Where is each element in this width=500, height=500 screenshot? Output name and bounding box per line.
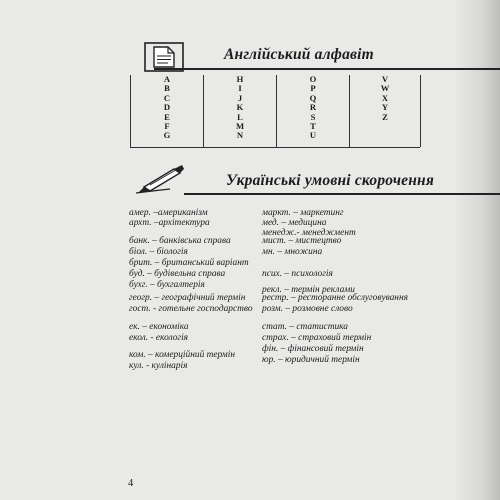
- abbreviation-entry: мист. – мистецтво: [262, 236, 342, 246]
- alphabet-letter: V: [381, 74, 389, 84]
- abbreviation-entry: маркт. – маркетинг: [262, 208, 344, 218]
- table-border-right: [420, 75, 421, 147]
- fountain-pen-icon: [130, 163, 188, 197]
- alphabet-letter: M: [235, 121, 245, 132]
- abbreviation-entry: геогр. – географічний термін: [129, 293, 246, 303]
- abbreviation-entry: гост. - готельне господарство: [129, 304, 253, 314]
- abbreviation-entry: банк. – банківська справа: [129, 236, 231, 246]
- abbreviation-entry: амер. –американізм: [129, 208, 208, 218]
- alphabet-letter: J: [237, 92, 243, 103]
- abbreviation-entry: рекл. – термін реклами: [262, 285, 355, 295]
- alphabet-letter: P: [310, 83, 316, 94]
- abbreviation-entry: брит. – британський варіант: [129, 258, 249, 268]
- alphabet-letter: H: [236, 74, 244, 84]
- alphabet-letter: W: [380, 83, 390, 94]
- table-divider: [203, 75, 204, 147]
- abbreviation-entry: рестр. – ресторанне обслуговування: [262, 293, 408, 303]
- abbreviation-entry: мн. – множина: [262, 247, 323, 257]
- abbreviation-entry: фін. – фінансовий термін: [262, 344, 364, 354]
- alphabet-letter: K: [236, 102, 244, 113]
- abbreviations-title: Українські умовні скорочення: [226, 172, 435, 189]
- abbreviation-entry: ек. – економіка: [129, 322, 189, 332]
- alphabet-letter: G: [163, 130, 171, 141]
- alphabet-letter: Y: [381, 102, 389, 113]
- abbreviation-entry: біол. – біологія: [129, 247, 188, 257]
- english-alphabet-header: [124, 42, 500, 72]
- alphabet-column: [233, 75, 247, 141]
- alphabet-letter: C: [163, 92, 171, 103]
- english-alphabet-title: Англійський алфавіт: [224, 46, 374, 63]
- header-underline: [184, 193, 500, 195]
- alphabet-letter: Q: [309, 92, 317, 103]
- abbreviation-entry: псих. – психологія: [262, 269, 333, 279]
- alphabet-table: [130, 75, 500, 145]
- alphabet-letter: E: [164, 111, 170, 122]
- alphabet-letter: N: [236, 130, 244, 141]
- alphabet-letter: A: [163, 74, 171, 84]
- alphabet-letter: I: [238, 83, 242, 94]
- abbreviations-header: [124, 167, 500, 197]
- alphabet-letter: S: [310, 111, 316, 122]
- header-underline: [154, 68, 500, 70]
- abbreviation-entry: ком. – комерційний термін: [129, 350, 235, 360]
- alphabet-letter: O: [309, 74, 317, 84]
- alphabet-letter: D: [163, 102, 171, 113]
- alphabet-column: [306, 75, 320, 141]
- alphabet-column: [378, 75, 392, 122]
- alphabet-letter: B: [164, 83, 170, 94]
- table-divider: [349, 75, 350, 147]
- abbreviation-entry: мед. – медицина: [262, 218, 327, 228]
- abbreviation-entry: стат. – статистика: [262, 322, 348, 332]
- alphabet-letter: T: [310, 121, 316, 132]
- alphabet-column: [160, 75, 174, 141]
- alphabet-letter: X: [381, 92, 389, 103]
- abbreviation-entry: страх. – страховий термін: [262, 333, 372, 343]
- abbreviation-entry: юр. – юридичний термін: [262, 355, 360, 365]
- abbreviation-entry: екол. - екологія: [129, 333, 189, 343]
- table-divider: [276, 75, 277, 147]
- alphabet-letter: L: [237, 111, 243, 122]
- abbreviation-entry: буд. – будівельна справа: [129, 269, 226, 279]
- abbreviation-entry: менедж.- менеджмент: [262, 228, 356, 238]
- alphabet-letter: U: [309, 130, 317, 141]
- abbreviation-entry: бухг. – бухгалтерія: [129, 280, 205, 290]
- alphabet-letter: F: [164, 121, 170, 132]
- abbreviation-entry: архт. –архітектура: [129, 218, 210, 228]
- page-number: 4: [128, 478, 134, 489]
- abbreviation-entry: кул. - кулінарія: [129, 361, 188, 371]
- abbreviation-entry: розм. – розмовне слово: [262, 304, 353, 314]
- table-border-bottom: [130, 147, 420, 148]
- alphabet-letter: Z: [382, 111, 388, 122]
- table-border-left: [130, 75, 131, 147]
- alphabet-letter: R: [309, 102, 317, 113]
